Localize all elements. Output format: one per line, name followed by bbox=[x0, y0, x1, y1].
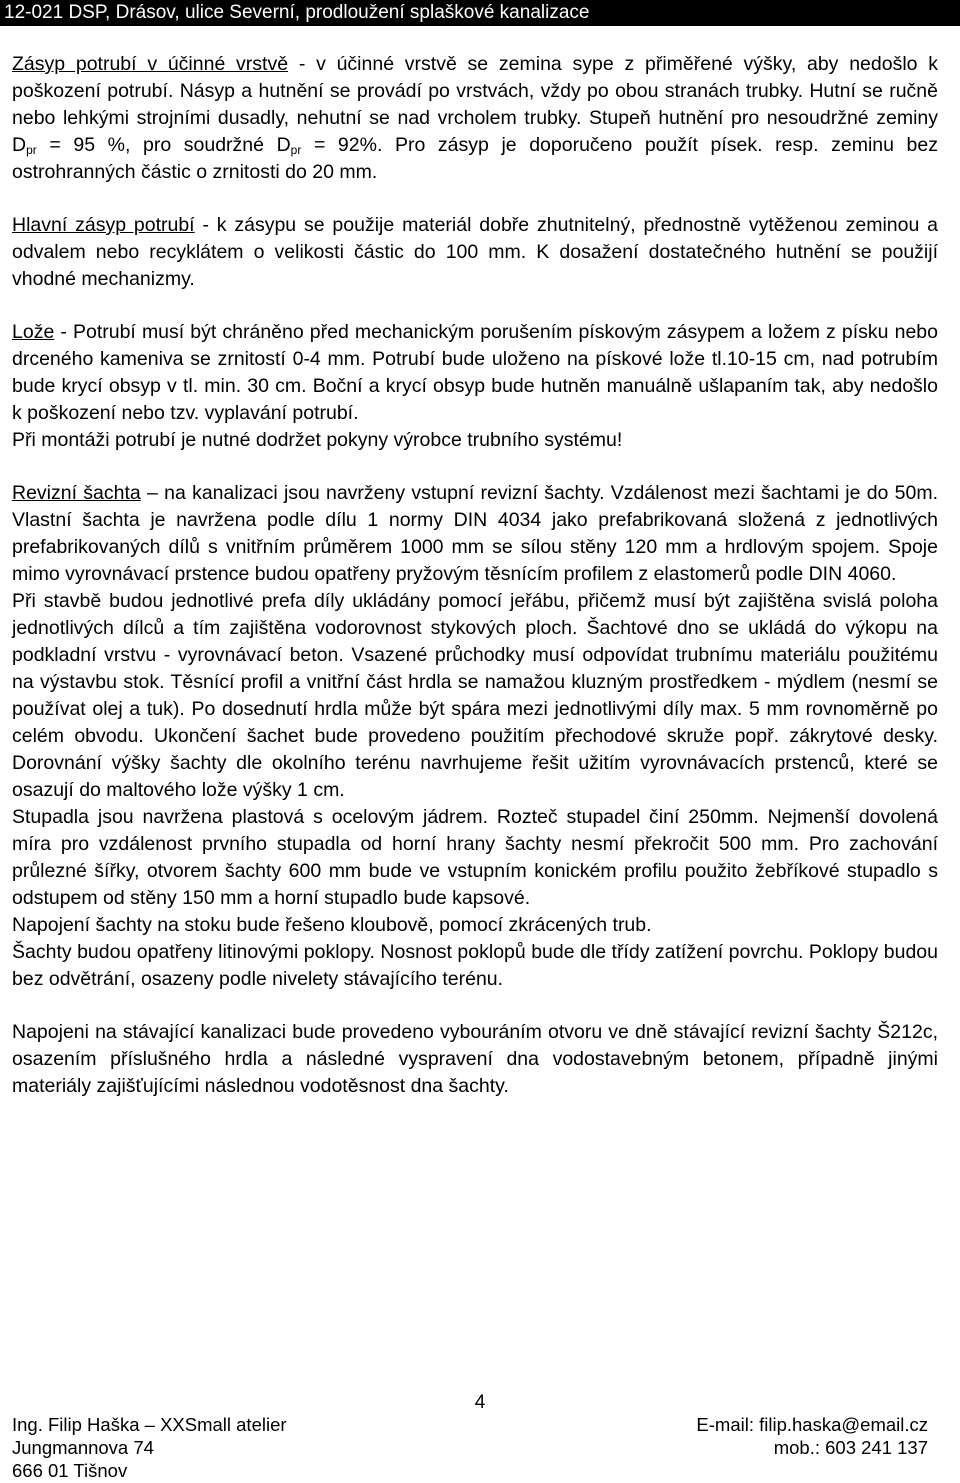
paragraph-loze: Lože - Potrubí musí být chráněno před mechanickým porušením pískovým zásypem a ložem z písku nebo drceného kameniva se zrnitostí 0-4 mm. Potrubí bude uloženo na pískové lože tl.10-15 cm, nad potrubím bude krycí obsyp v tl. min. 30 cm. Boční a krycí obsyp bude hutněn manuálně ušlapaním tak, aby nedošlo k poškození nebo tzv. vyplavání potrubí. bbox=[12, 321, 938, 424]
footer-email: E-mail: filip.haska@email.cz bbox=[696, 1414, 928, 1435]
paragraph-stavba: Při stavbě budou jednotlivé prefa díly ukládány pomocí jeřábu, přičemž musí být zajištěna svislá poloha jednotlivých dílců a tím zajištěna vodorovnost stykových ploch. Šachtové dno se ukládá do výkopu na podkladní vrstvu - vyrovnávací beton. Vsazené průchodky musí odpovídat trubnímu materiálu použitému na výstavbu stok. Těsnící profil a vnitřní část hrdla se namažou kluzným prostředkem - mýdlem (nesmí se používat olej a tuk). Po dosednutí hrdla může být spára mezi jednotlivými díly max. 5 mm rovnoměrně po celém obvodu. Ukončení šachet bude provedeno použitím přechodové skruže popř. zákrytové desky. Dorovnání výšky šachty dle okolního terénu navrhujeme řešit užitím vyrovnávacích prstenců, které se osazují do maltového lože výšky 1 cm. bbox=[12, 590, 938, 801]
paragraph-poklopy: Šachty budou opatřeny litinovými poklopy. Nosnost poklopů bude dle třídy zatížení povrchu. Poklopy budou bez odvětrání, osazeny podle nivelety stávajícího terénu. bbox=[12, 941, 938, 990]
heading-hlavni-zasyp: Hlavní zásyp potrubí bbox=[12, 214, 195, 236]
footer-phone: mob.: 603 241 137 bbox=[773, 1437, 928, 1458]
paragraph-montaz: Při montáži potrubí je nutné dodržet pokyny výrobce trubního systému! bbox=[12, 429, 623, 451]
footer-address bbox=[12, 1414, 287, 1483]
paragraph-hlavni-zasyp: Hlavní zásyp potrubí - k zásypu se použije materiál dobře zhutnitelný, přednostně vytěženou zeminou a odvalem nebo recyklátem o velikosti částic do 100 mm. K dosažení dostatečného hutnění se použijí vhodné mechanizmy. bbox=[12, 214, 938, 290]
paragraph-stupadla: Stupadla jsou navržena plastová s ocelovým jádrem. Rozteč stupadel činí 250mm. Nejmenší dovolená míra pro vzdálenost prvního stupadla od horní hrany šachty nesmí překročit 500 mm. Pro zachování průlezné šířky, otvorem šachty 600 mm bude ve vstupním konickém profilu použito žebříkové stupadlo s odstupem od stěny 150 mm a horní stupadlo bude kapsové. bbox=[12, 806, 938, 909]
heading-loze: Lože bbox=[12, 321, 55, 343]
header-title: 12-021 DSP, Drásov, ulice Severní, prodloužení splaškové kanalizace bbox=[4, 2, 590, 23]
document-body bbox=[12, 51, 938, 1100]
heading-zasyp: Zásyp potrubí v účinné vrstvě bbox=[12, 53, 289, 75]
footer-street: Jungmannova 74 bbox=[12, 1437, 154, 1458]
page-number: 4 bbox=[474, 1392, 486, 1413]
paragraph-zasyp: Zásyp potrubí v účinné vrstvě - v účinné vrstvě se zemina sype z přiměřené výšky, aby nedošlo k poškození potrubí. Násyp a hutnění se provádí po vrstvách, vždy po obou stranách trubky. Hutní se ručně nebo lehkými strojními dusadly, nehutní se nad vrcholem trubky. Stupeň hutnění pro nesoudržné zeminy $D_{pr} = 95$ %, pro soudržné $D_{pr} = 92\%$. Pro zásyp je doporučeno použít písek. resp. zeminu bez ostrohranných částic o zrnitosti do 20 mm. bbox=[12, 53, 939, 183]
footer-city: 666 01 Tišnov bbox=[12, 1460, 128, 1481]
heading-revizni-sachta: Revizní šachta bbox=[12, 482, 141, 504]
paragraph-revizni-sachta: Revizní šachta – na kanalizaci jsou navrženy vstupní revizní šachty. Vzdálenost mezi šachtami je do 50m. Vlastní šachta je navržena podle dílu 1 normy DIN 4034 jako prefabrikovaná složená z jednotlivých prefabrikovaných dílů s vnitřním průměrem 1000 mm se sílou stěny 120 mm a hrdlovým spojem. Spoje mimo vyrovnávací prstence budou opatřeny pryžovým těsnícím profilem z elastomerů podle DIN 4060. bbox=[12, 482, 938, 585]
paragraph-napojeni-kanalizace: Napojeni na stávající kanalizaci bude provedeno vybouráním otvoru ve dně stávající revizní šachty Š212c, osazením příslušného hrdla a následné vyspravení dna vodostavebným betonem, případně jinými materiály zajišťujícími následnou vodotěsnost dna šachty. bbox=[12, 1021, 938, 1097]
footer-author: Ing. Filip Haška – XXSmall atelier bbox=[12, 1414, 287, 1435]
paragraph-napojeni-sachty: Napojení šachty na stoku bude řešeno kloubově, pomocí zkrácených trub. bbox=[12, 914, 652, 936]
footer-contact bbox=[696, 1414, 928, 1460]
document-header bbox=[0, 0, 960, 26]
